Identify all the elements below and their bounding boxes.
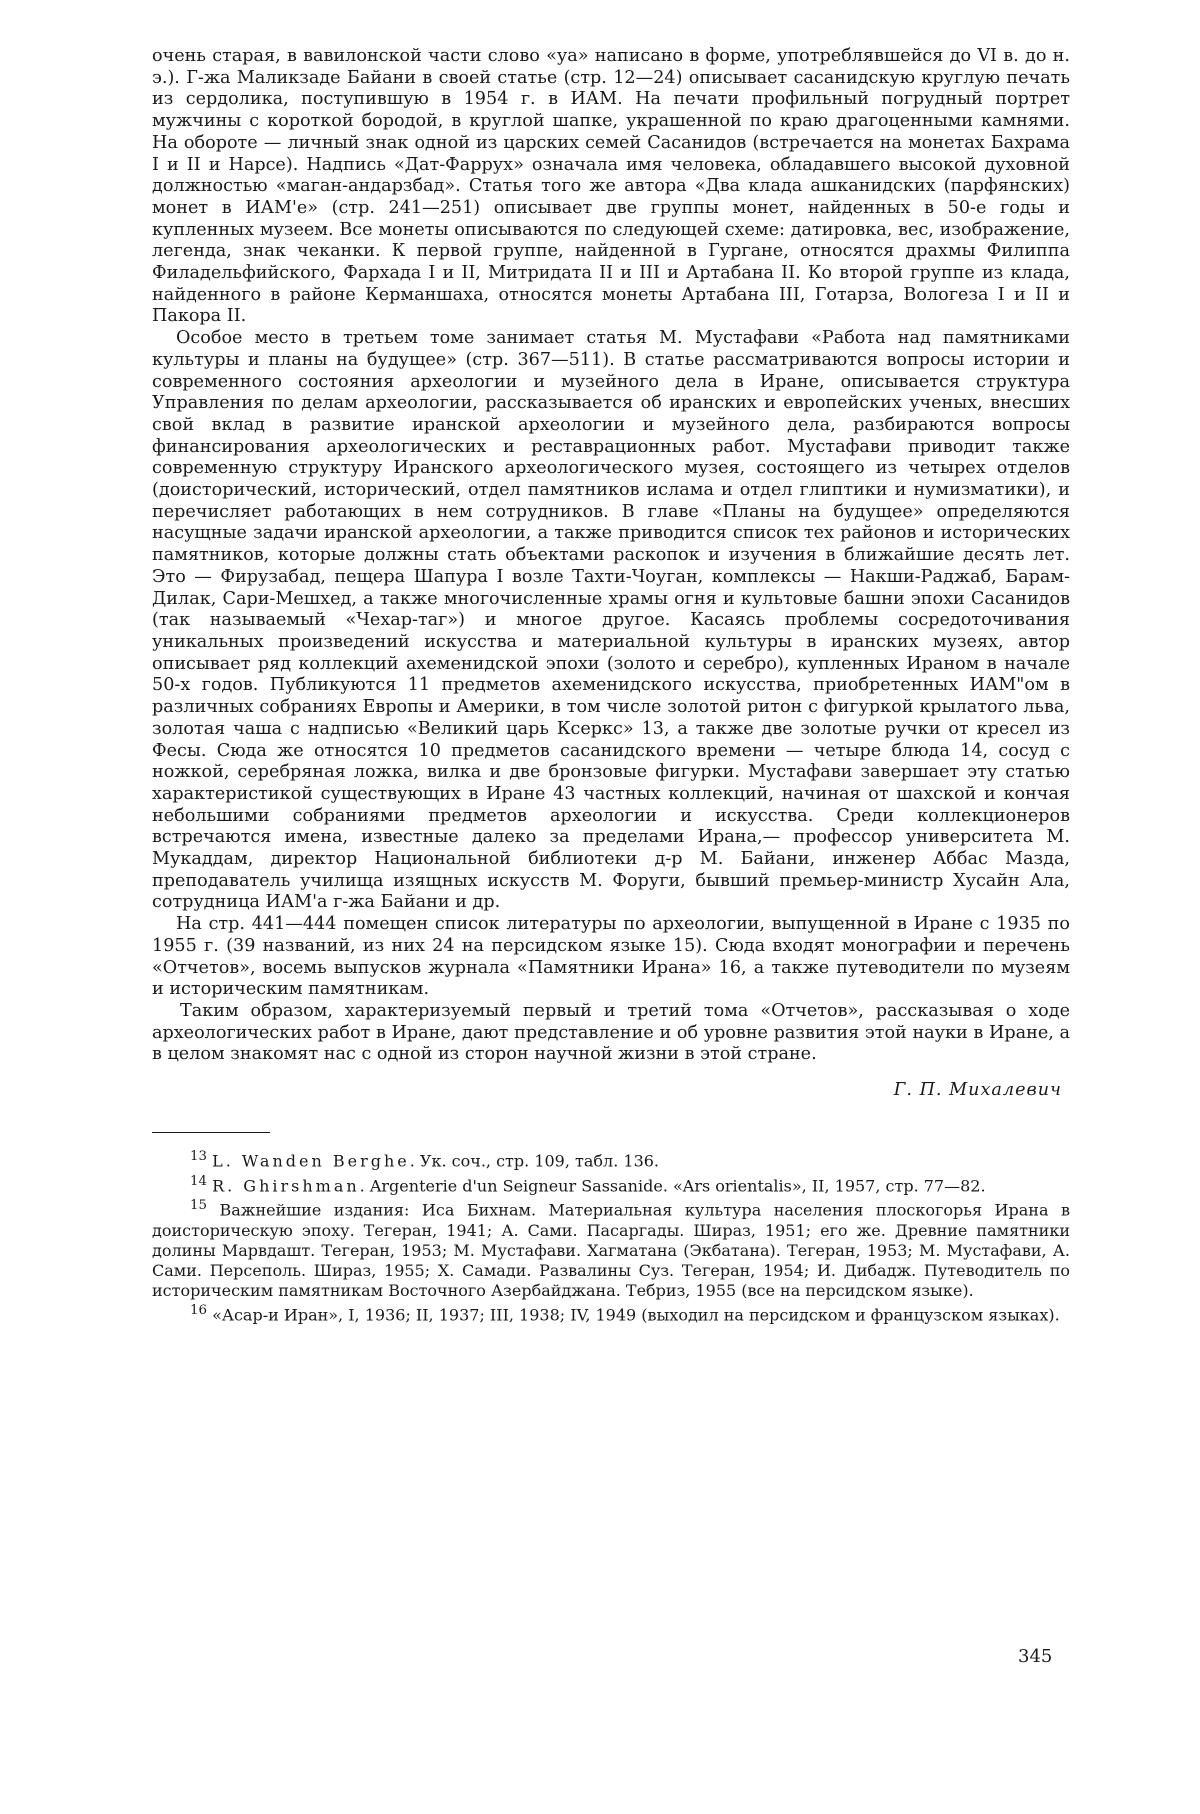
paragraph: очень старая, в вавилонской части слово «уа» написано в форме, употреблявшейся до VI в. до н. э.). Г-жа Маликзаде Байани в своей статье (стр. 12—24) описывает сасанидскую круглую печать из сердолика, поступившую в 1954 г. в ИАМ. На печати профильный погрудный портрет мужчины с короткой бородой, в круглой шапке, украшенной по краю драгоценными камнями. На обороте — личный знак одной из царских семей Сасанидов (встречается на монетах Бахрама I и II и Нарсе). Надпись «Дат-Фаррух» означала имя человека, обладавшего высокой духовной должностью «маган-андарзбад». Статья того же автора «Два клада ашканидских (парфянских) монет в ИАМ'е» (стр. 241—251) описывает две группы монет, найденных в 50-е годы и купленных музеем. Все монеты описываются по следующей схеме: датировка, вес, изображение, легенда, знак чеканки. К первой группе, найденной в Гургане, относятся драхмы Филиппа Филадельфийского, Фархада I и II, Митридата II и III и Артабана II. Ко второй группе из клада, найденного в районе Керманшаха, относятся монеты Артабана III, Готарза, Вологеза I и II и Пакора II.	[152, 46, 1070, 327]
footnote-text: Важнейшие издания: Иса Бихнам. Материальная культура населения плоскогорья Ирана в доисторическую эпоху. Тегеран, 1941; А. Сами. Пасаргады. Шираз, 1951; его же. Древние памятники долины Марвдашт. Тегеран, 1953; М. Мустафави. Хагматана (Экбатана). Тегеран, 1953; М. Мустафави, А. Сами. Персеполь. Шираз, 1955; Х. Самади. Развалины Суз. Тегеран, 1954; И. Дибадж. Путеводитель по историческим памятникам Восточного Азербайджана. Тебриз, 1955 (все на персидском языке).	[152, 1200, 1071, 1301]
footnote	[152, 1301, 1070, 1326]
paragraph: На стр. 441—444 помещен список литературы по археологии, выпущенной в Иране с 1935 по 1955 г. (39 названий, из них 24 на персидском языке 15). Сюда входят монографии и перечень «Отчетов», восемь выпусков журнала «Памятники Ирана» 16, а также путеводители по музеям и историческим памятникам.	[152, 914, 1070, 1000]
footnotes	[152, 1147, 1070, 1326]
page-number: 345	[1018, 1646, 1053, 1667]
author-signature: Г. П. Михалевич	[893, 1080, 1062, 1101]
footnote-mark: 13	[190, 1149, 207, 1165]
footnote	[152, 1172, 1070, 1197]
footnote-text: «Асар-и Иран», I, 1936; II, 1937; III, 1938; IV, 1949 (выходил на персидском и французском языках).	[212, 1305, 1060, 1325]
footnote-text: . Ук. соч., стр. 109, табл. 136.	[409, 1151, 660, 1171]
document-page	[152, 46, 1070, 1326]
footnote-mark: 14	[190, 1173, 207, 1189]
footnote-separator	[152, 1132, 270, 1133]
footnote-author: L. Wanden Berghe	[212, 1151, 410, 1171]
footnote	[152, 1196, 1070, 1301]
footnote-text: . Argenterie d'un Seigneur Sassanide. «Ars orientalis», II, 1957, стр. 77—82.	[359, 1175, 986, 1195]
paragraph: Таким образом, характеризуемый первый и третий тома «Отчетов», рассказывая о ходе археологических работ в Иране, дают представление и об уровне развития этой науки в Иране, а в целом знакомят нас с одной из сторон научной жизни в этой стране.	[152, 1000, 1070, 1065]
footnote-author: R. Ghirshman	[212, 1175, 360, 1195]
footnote-mark: 15	[190, 1198, 207, 1214]
main-text	[152, 46, 1070, 1100]
footnote	[152, 1147, 1070, 1172]
footnote-mark: 16	[190, 1303, 207, 1319]
paragraph: Особое место в третьем томе занимает статья М. Мустафави «Работа над памятниками культуры и планы на будущее» (стр. 367—511). В статье рассматриваются вопросы истории и современного состояния археологии и музейного дела в Иране, описывается структура Управления по делам археологии, рассказывается об иранских и европейских ученых, внесших свой вклад в развитие иранской археологии и музейного дела, разбираются вопросы финансирования археологических и реставрационных работ. Мустафави приводит также современную структуру Иранского археологического музея, состоящего из четырех отделов (доисторический, исторический, отдел памятников ислама и отдел глиптики и нумизматики), и перечисляет работающих в нем сотрудников. В главе «Планы на будущее» определяются насущные задачи иранской археологии, а также приводится список тех районов и исторических памятников, которые должны стать объектами раскопок и изучения в ближайшие десять лет. Это — Фирузабад, пещера Шапура I возле Тахти-Чоуган, комплексы — Накши-Раджаб, Барам-Дилак, Сари-Мешхед, а также многочисленные храмы огня и культовые башни эпохи Сасанидов (так называемый «Чехар-таг») и многое другое. Касаясь проблемы сосредоточивания уникальных произведений искусства и материальной культуры в иранских музеях, автор описывает ряд коллекций ахеменидской эпохи (золото и серебро), купленных Ираном в начале 50-х годов. Публикуются 11 предметов ахеменидского искусства, приобретенных ИАМ"ом в различных собраниях Европы и Америки, в том числе золотой ритон с фигуркой крылатого льва, золотая чаша с надписью «Великий царь Ксеркс» 13, а также две золотые ручки от кресел из Фесы. Сюда же относятся 10 предметов сасанидского времени — четыре блюда 14, сосуд с ножкой, серебряная ложка, вилка и две бронзовые фигурки. Мустафави завершает эту статью характеристикой существующих в Иране 43 частных коллекций, начиная от шахской и кончая небольшими собраниями предметов археологии и искусства. Среди коллекционеров встречаются имена, известные далеко за пределами Ирана,— профессор университета М. Мукаддам, директор Национальной библиотеки д-р М. Байани, инженер Аббас Мазда, преподаватель училища изящных искусств М. Форуги, бывший премьер-министр Хусайн Ала, сотрудница ИАМ'а г-жа Байани и др.	[152, 328, 1070, 913]
